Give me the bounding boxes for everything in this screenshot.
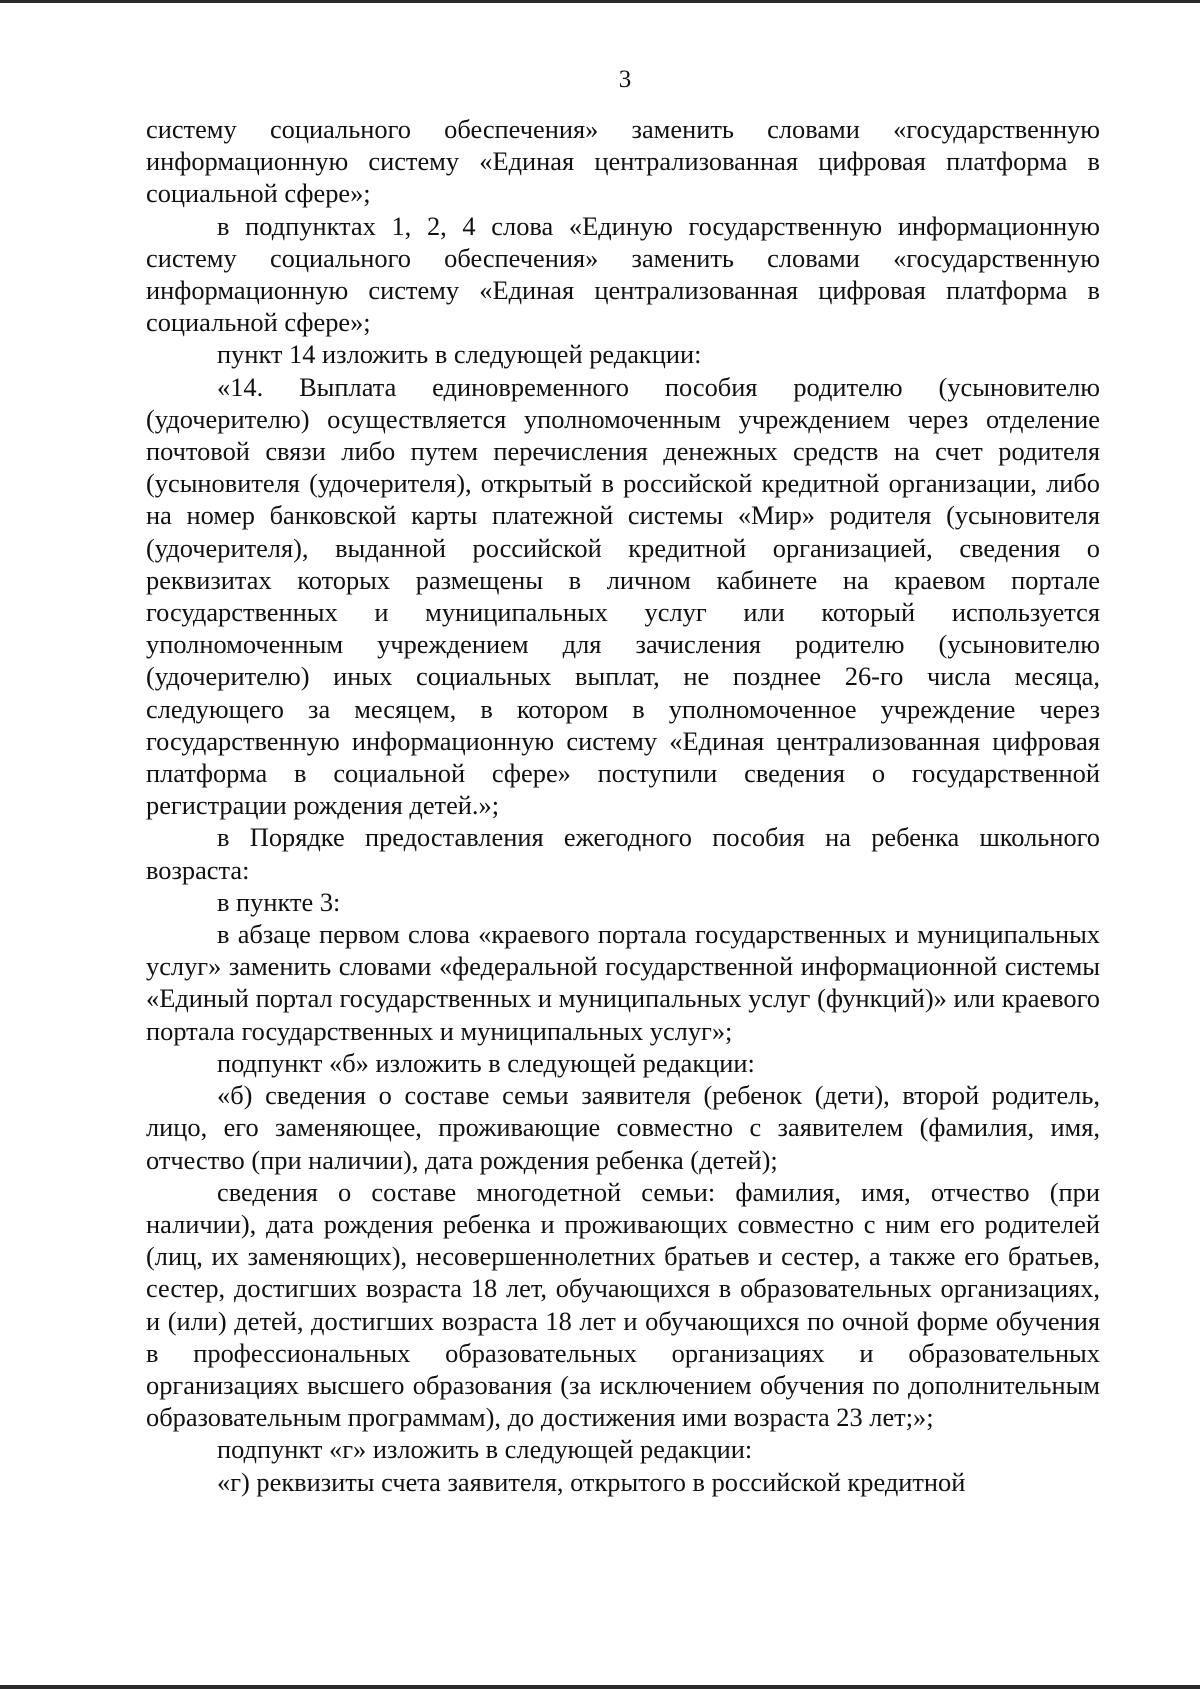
paragraph: в подпунктах 1, 2, 4 слова «Единую государственную информационную систему социального обеспечения» заменить словами «государственную информационную систему «Единая централизованная цифровая платформа в социальной сфере»; (146, 210, 1100, 338)
paragraph: пункт 14 изложить в следующей редакции: (217, 339, 702, 370)
paragraph: систему социального обеспечения» заменить словами «государственную информационную систему «Единая централизованная цифровая платформа в социальной сфере»; (146, 114, 1100, 209)
scan-bottom-edge (0, 1685, 1200, 1689)
paragraph: в Порядке предоставления ежегодного пособия на ребенка школьного возраста: (146, 822, 1100, 885)
document-body (146, 113, 1100, 1498)
paragraph: в пункте 3: (217, 886, 341, 917)
page-number: 3 (618, 66, 632, 93)
paragraph: подпункт «б» изложить в следующей редакции: (217, 1047, 755, 1078)
paragraph: в абзаце первом слова «краевого портала государственных и муниципальных услуг» заменить словами «федеральной государственной информационной системы «Единый портал государственных и муниципальных услуг (функций)» или краевого портала государственных и муниципальных услуг»; (146, 919, 1100, 1046)
paragraph: «14. Выплата единовременного пособия родителю (усыновителю (удочерителю) осуществляется уполномоченным учреждением через отделение почтовой связи либо путем перечисления денежных средств на счет родителя (усыновителя (удочерителя), открытый в российской кредитной организации, либо на номер банковской карты платежной системы «Мир» родителя (усыновителя (удочерителя), выданной российской кредитной организацией, сведения о реквизитах которых размещены в личном кабинете на краевом портале государственных и муниципальных услуг или который используется уполномоченным учреждением для зачисления родителю (усыновителю (удочерителю) иных социальных выплат, не позднее 26-го числа месяца, следующего за месяцем, в котором в уполномоченное учреждение через государственную информационную систему «Единая централизованная цифровая платформа в социальной сфере» поступили сведения о государственной регистрации рождения детей.»; (146, 371, 1100, 821)
paragraph: сведения о составе многодетной семьи: фамилия, имя, отчество (при наличии), дата рождения ребенка и проживающих совместно с ним его родителей (лиц, их заменяющих), несовершеннолетних братьев и сестер, а также его братьев, сестер, достигших возраста 18 лет, обучающихся в образовательных организациях, и (или) детей, достигших возраста 18 лет и обучающихся по очной форме обучения в профессиональных образовательных организациях и образовательных организациях высшего образования (за исключением обучения по дополнительным образовательным программам), до достижения ими возраста 23 лет;»; (146, 1176, 1100, 1433)
paragraph: «г) реквизиты счета заявителя, открытого в российской кредитной (217, 1466, 966, 1497)
paragraph: «б) сведения о составе семьи заявителя (ребенок (дети), второй родитель, лицо, его заменяющее, проживающие совместно с заявителем (фамилия, имя, отчество (при наличии), дата рождения ребенка (детей); (146, 1080, 1100, 1175)
paragraph: подпункт «г» изложить в следующей редакции: (217, 1434, 753, 1465)
scan-top-edge (0, 0, 1200, 3)
